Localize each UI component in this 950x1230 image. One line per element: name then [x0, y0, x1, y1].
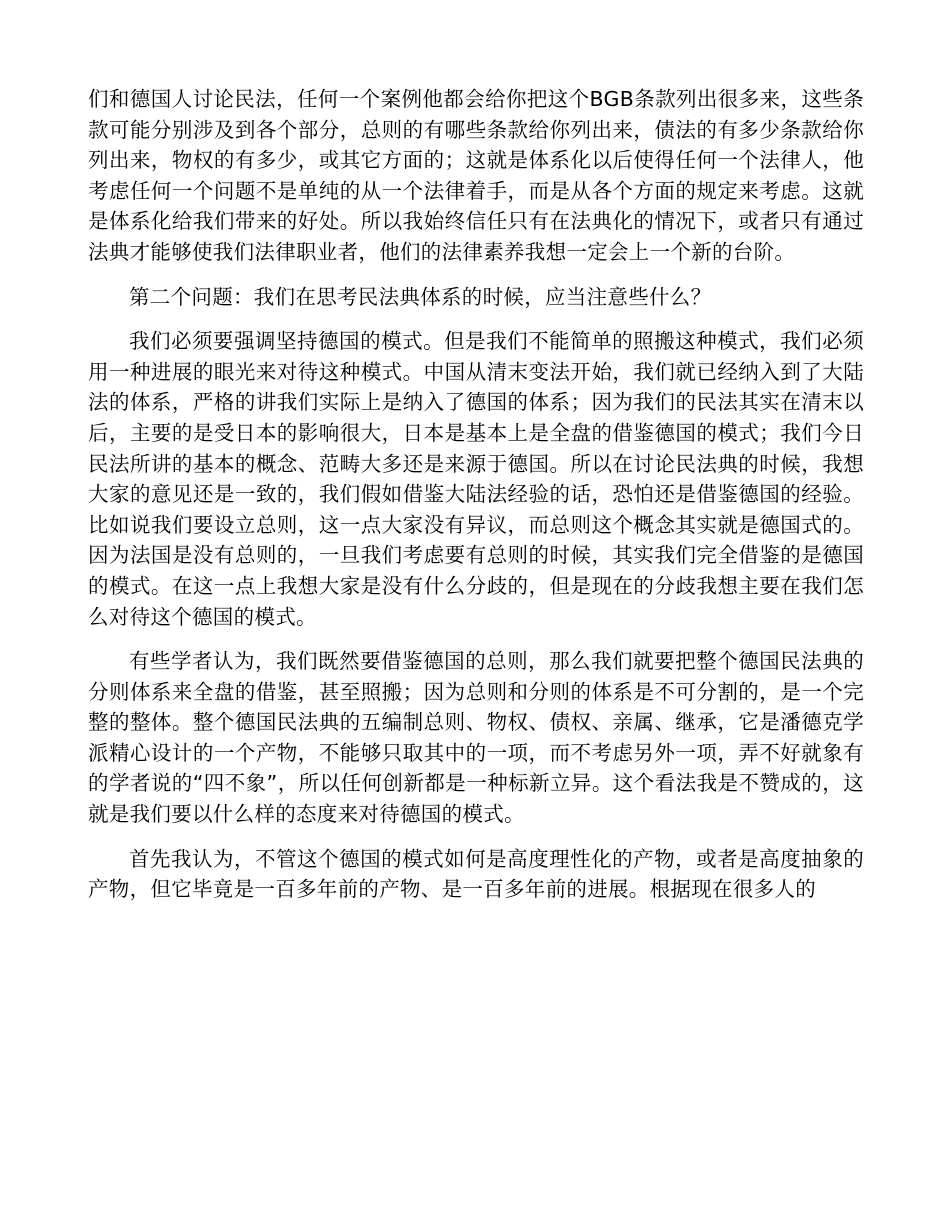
paragraph-1: 们和德国人讨论民法，任何一个案例他都会给你把这个BGB条款列出很多来，这些条款可能分别涉及到各个部分，总则的有哪些条款给你列出来，债法的有多少条款给你列出来，物权的有多少，或其它方面的；这就是体系化以后使得任何一个法律人，他考虑任何一个问题不是单纯的从一个法律着手，而是从各个方面的规定来考虑。这就是体系化给我们带来的好处。所以我始终信任只有在法典化的情况下，或者只有通过法典才能够使我们法律职业者，他们的法律素养我想一定会上一个新的台阶。: [88, 87, 864, 264]
document-page: [88, 84, 864, 905]
paragraph-5: 首先我认为，不管这个德国的模式如何是高度理性化的产物，或者是高度抽象的产物，但它毕竟是一百多年前的产物、是一百多年前的进展。根据现在很多人的: [88, 846, 864, 902]
paragraph-4: 有些学者认为，我们既然要借鉴德国的总则，那么我们就要把整个德国民法典的分则体系来全盘的借鉴，甚至照搬；因为总则和分则的体系是不可分割的，是一个完整的整体。整个德国民法典的五编制总则、物权、债权、亲属、继承，它是潘德克学派精心设计的一个产物，不能够只取其中的一项，而不考虑另外一项，弄不好就象有的学者说的“四不象”，所以任何创新都是一种标新立异。这个看法我是不赞成的，这就是我们要以什么样的态度来对待德国的模式。: [88, 649, 864, 827]
paragraph-2-heading: 第二个问题：我们在思考民法典体系的时候，应当注意些什么？: [129, 284, 712, 309]
paragraph-3: 我们必须要强调坚持德国的模式。但是我们不能简单的照搬这种模式，我们必须用一种进展的眼光来对待这种模式。中国从清末变法开始，我们就已经纳入到了大陆法的体系，严格的讲我们实际上是纳入了德国的体系；因为我们的民法其实在清末以后，主要的是受日本的影响很大，日本是基本上是全盘的借鉴德国的模式；我们今日民法所讲的基本的概念、范畴大多还是来源于德国。所以在讨论民法典的时候，我想大家的意见还是一致的，我们假如借鉴大陆法经验的话，恐怕还是借鉴德国的经验。比如说我们要设立总则，这一点大家没有异议，而总则这个概念其实就是德国式的。因为法国是没有总则的，一旦我们考虑要有总则的时候，其实我们完全借鉴的是德国的模式。在这一点上我想大家是没有什么分歧的，但是现在的分歧我想主要在我们怎么对待这个德国的模式。: [88, 329, 864, 629]
